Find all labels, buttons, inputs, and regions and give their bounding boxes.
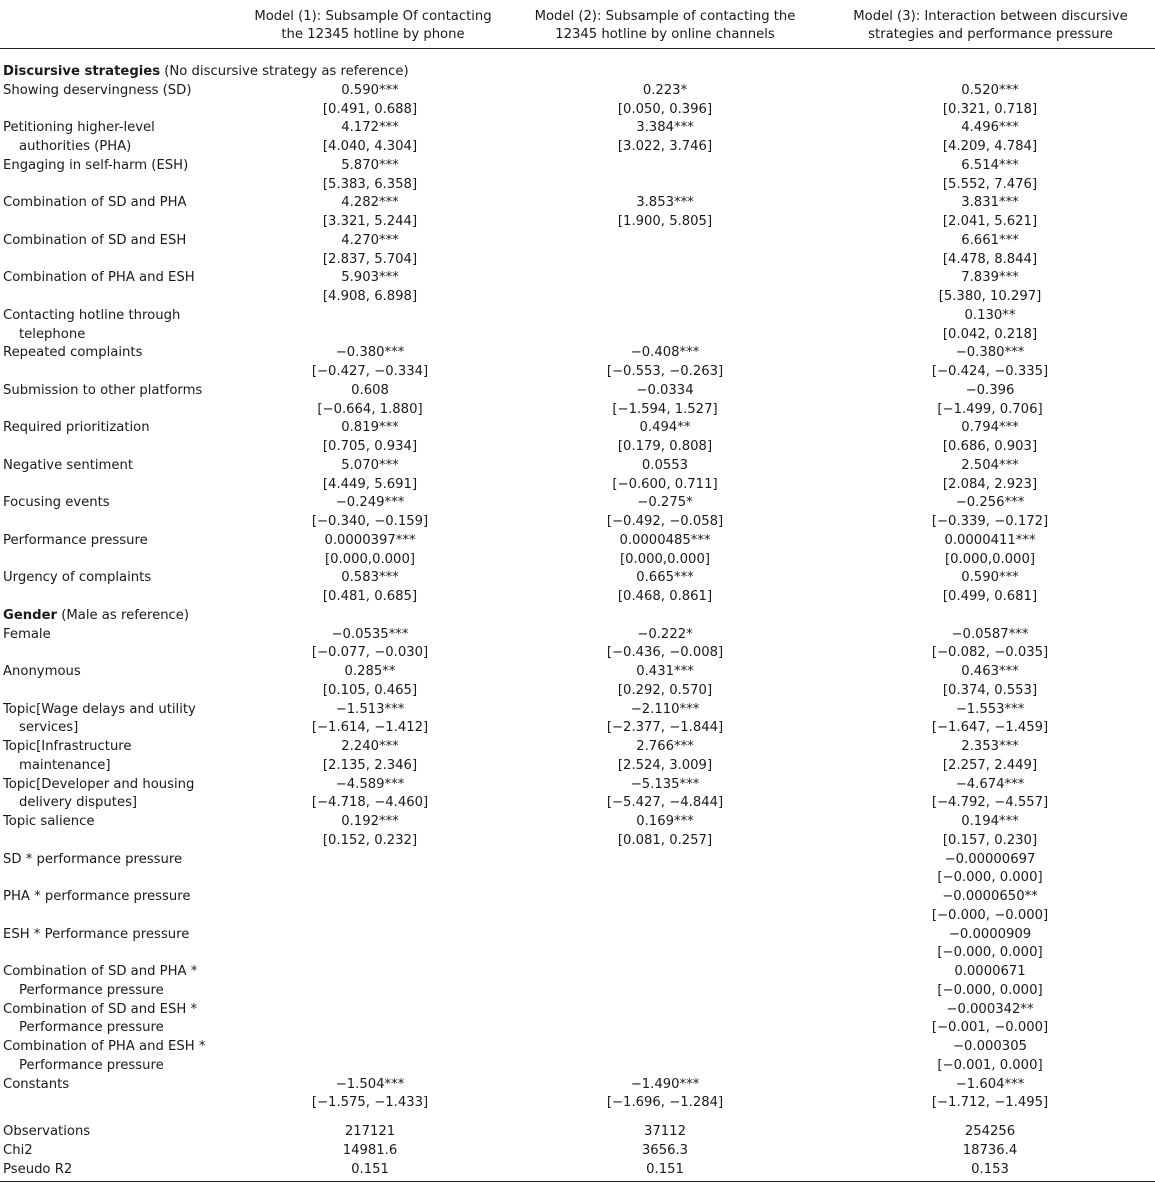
- coef-cell: 0.590***: [341, 82, 399, 98]
- ci-cell: [−0.339, −0.172]: [931, 514, 1049, 529]
- coef-cell: −1.513***: [335, 701, 405, 717]
- ci-cell: [−1.594, 1.527]: [612, 401, 718, 417]
- coef-row: [0, 1001, 1155, 1020]
- ci-cell: [5.552, 7.476]: [942, 176, 1038, 192]
- coef-row: [0, 119, 1155, 138]
- section-heading-bold: Discursive strategies: [3, 64, 161, 79]
- ci-row: [0, 982, 1155, 1001]
- coef-cell: 0.192***: [341, 814, 399, 829]
- table-body: [0, 49, 1155, 1113]
- ci-row: [0, 719, 1155, 738]
- variable-label: [3, 626, 51, 645]
- variable-label-continued: [3, 326, 85, 345]
- ci-cell: [0.499, 0.681]: [942, 589, 1038, 604]
- variable-label: [3, 888, 190, 907]
- variable-label-line: Negative sentiment: [3, 457, 134, 473]
- ci-cell: [4.478, 8.844]: [942, 251, 1038, 267]
- coef-row: [0, 851, 1155, 870]
- ci-cell: [0.157, 0.230]: [942, 832, 1038, 848]
- coef-cell: 0.0553: [641, 457, 689, 473]
- stat-value: 18736.4: [962, 1142, 1018, 1158]
- ci-row: [0, 757, 1155, 776]
- coef-row: [0, 626, 1155, 645]
- coef-row: [0, 269, 1155, 288]
- ci-cell: [0.491, 0.688]: [322, 101, 418, 117]
- ci-cell: [−0.340, −0.159]: [311, 514, 429, 529]
- ci-cell: [−0.553, −0.263]: [606, 364, 724, 379]
- coef-cell: 2.353***: [961, 739, 1019, 754]
- ci-cell: [−5.427, −4.844]: [606, 795, 724, 811]
- variable-label: [3, 926, 189, 945]
- variable-label: [3, 194, 187, 213]
- ci-row: [0, 438, 1155, 457]
- variable-label-line: Focusing events: [3, 495, 110, 511]
- coef-cell: −0.396: [965, 382, 1015, 398]
- variable-label-line: Showing deservingness (SD): [3, 82, 192, 98]
- coef-cell: −0.0000909: [948, 926, 1032, 942]
- ci-row: [0, 1057, 1155, 1076]
- variable-label: [3, 269, 195, 288]
- coef-row: [0, 344, 1155, 363]
- ci-cell: [4.209, 4.784]: [942, 139, 1038, 154]
- variable-label: [3, 119, 155, 138]
- bottom-rule: [0, 1181, 1155, 1182]
- coef-cell: 4.270***: [341, 232, 399, 248]
- variable-label-line: Combination of PHA and ESH *: [3, 1039, 206, 1054]
- coef-row: [0, 776, 1155, 795]
- coef-cell: −0.408***: [630, 345, 700, 361]
- coef-cell: 0.223*: [642, 82, 688, 98]
- ci-cell: [0.152, 0.232]: [322, 832, 418, 848]
- coef-cell: −1.490***: [630, 1076, 700, 1092]
- stat-row: [0, 1123, 1155, 1142]
- variable-label: [3, 663, 81, 682]
- ci-row: [0, 176, 1155, 195]
- stat-value: 0.151: [351, 1161, 389, 1177]
- stat-label: Pseudo R2: [3, 1161, 73, 1177]
- variable-label: [3, 532, 148, 551]
- ci-cell: [0.000,0.000]: [325, 551, 415, 567]
- ci-cell: [4.449, 5.691]: [322, 476, 418, 492]
- ci-cell: [−1.499, 0.706]: [937, 401, 1043, 417]
- ci-cell: [−1.712, −1.495]: [931, 1095, 1049, 1111]
- ci-cell: [0.468, 0.861]: [617, 589, 713, 604]
- ci-cell: [−0.000, 0.000]: [937, 945, 1043, 961]
- coef-row: [0, 194, 1155, 213]
- variable-label-continued: [3, 1057, 164, 1076]
- coef-cell: 0.494**: [639, 420, 691, 436]
- coef-cell: 0.169***: [636, 814, 694, 829]
- coef-row: [0, 663, 1155, 682]
- stat-value: 14981.6: [342, 1142, 398, 1158]
- variable-label-line: services]: [19, 720, 79, 736]
- ci-cell: [2.041, 5.621]: [942, 214, 1038, 229]
- variable-label-line: telephone: [19, 326, 86, 342]
- coef-cell: 4.282***: [341, 195, 399, 211]
- table-header: [0, 0, 1155, 49]
- coef-row: [0, 232, 1155, 251]
- variable-label: [3, 419, 150, 438]
- coef-cell: 4.496***: [961, 120, 1019, 136]
- header-model-1: [248, 8, 498, 44]
- coef-cell: −2.110***: [630, 701, 700, 717]
- variable-label: [3, 963, 197, 982]
- ci-row: [0, 251, 1155, 270]
- header-model-2-line-2: 12345 hotline by online channels: [555, 27, 775, 42]
- coef-row: [0, 532, 1155, 551]
- coef-cell: −0.0587***: [951, 626, 1029, 642]
- coef-cell: 7.839***: [961, 270, 1019, 286]
- ci-cell: [−0.000, 0.000]: [937, 870, 1043, 886]
- stat-value: 217121: [344, 1124, 396, 1139]
- ci-cell: [−0.001, 0.000]: [937, 1057, 1043, 1073]
- ci-cell: [5.383, 6.358]: [322, 176, 418, 192]
- coef-cell: 6.514***: [961, 157, 1019, 173]
- ci-row: [0, 644, 1155, 663]
- variable-label: [3, 457, 133, 476]
- variable-label: [3, 307, 180, 326]
- coef-cell: −0.0000650**: [942, 889, 1038, 904]
- coef-cell: 0.463***: [961, 664, 1019, 679]
- coef-cell: −1.604***: [955, 1076, 1025, 1092]
- variable-label-line: Performance pressure: [19, 982, 164, 998]
- coef-cell: 0.285**: [344, 664, 396, 679]
- variable-label-line: Combination of SD and PHA *: [3, 964, 198, 979]
- coef-cell: −0.249***: [335, 495, 405, 511]
- coef-cell: 0.130**: [964, 307, 1016, 323]
- variable-label-line: SD * performance pressure: [3, 851, 183, 867]
- coef-cell: 0.0000411***: [944, 532, 1036, 548]
- ci-cell: [1.900, 5.805]: [617, 214, 713, 229]
- variable-label-continued: [3, 757, 111, 776]
- variable-label-line: PHA * performance pressure: [3, 889, 191, 904]
- ci-row: [0, 551, 1155, 570]
- ci-cell: [−1.614, −1.412]: [311, 720, 429, 736]
- ci-cell: [2.837, 5.704]: [322, 251, 418, 267]
- ci-row: [0, 476, 1155, 495]
- ci-row: [0, 832, 1155, 851]
- ci-row: [0, 101, 1155, 120]
- coef-cell: −1.504***: [335, 1076, 405, 1092]
- coef-row: [0, 419, 1155, 438]
- variable-label: [3, 813, 94, 832]
- variable-label-line: Engaging in self-harm (ESH): [3, 157, 189, 173]
- coef-cell: 5.903***: [341, 270, 399, 286]
- ci-row: [0, 907, 1155, 926]
- variable-label-continued: [3, 1019, 164, 1038]
- ci-row: [0, 794, 1155, 813]
- coef-cell: 3.853***: [636, 195, 694, 211]
- variable-label: [3, 851, 182, 870]
- variable-label-line: Combination of SD and ESH *: [3, 1001, 198, 1017]
- stat-label: Chi2: [3, 1142, 33, 1158]
- coef-cell: 0.431***: [636, 664, 694, 679]
- ci-row: [0, 1019, 1155, 1038]
- variable-label-continued: [3, 719, 78, 738]
- coef-row: [0, 569, 1155, 588]
- ci-row: [0, 1094, 1155, 1113]
- variable-label-line: Topic[Wage delays and utility: [3, 701, 196, 717]
- ci-cell: [0.105, 0.465]: [322, 682, 418, 698]
- coef-row: [0, 738, 1155, 757]
- section-heading-note: (No discursive strategy as reference): [160, 64, 409, 79]
- ci-cell: [5.380, 10.297]: [938, 289, 1042, 304]
- header-model-1-line-1: Model (1): Subsample Of contacting: [254, 9, 492, 24]
- coef-row: [0, 1038, 1155, 1057]
- variable-label: [3, 701, 196, 720]
- header-model-3-line-1: Model (3): Interaction between discursive: [853, 9, 1128, 24]
- stat-row: [0, 1142, 1155, 1161]
- variable-label-line: Repeated complaints: [3, 345, 143, 361]
- variable-label-line: Combination of SD and PHA: [3, 195, 187, 211]
- variable-label: [3, 232, 186, 251]
- header-model-3-line-2: strategies and performance pressure: [868, 27, 1113, 42]
- variable-label-line: Petitioning higher-level: [3, 120, 155, 136]
- coef-row: [0, 888, 1155, 907]
- ci-row: [0, 588, 1155, 607]
- coef-cell: −1.553***: [955, 701, 1025, 717]
- coef-cell: 5.070***: [341, 457, 399, 473]
- variable-label-line: Contacting hotline through: [3, 307, 181, 323]
- variable-label-line: Topic[Infrastructure: [3, 739, 132, 754]
- section-heading: [3, 607, 189, 626]
- variable-label-line: authorities (PHA): [19, 139, 132, 154]
- variable-label: [3, 1076, 69, 1095]
- section-heading: [3, 63, 409, 82]
- variable-label-line: Female: [3, 626, 51, 642]
- variable-label-line: Topic salience: [3, 814, 95, 829]
- ci-cell: [−0.600, 0.711]: [612, 476, 718, 492]
- ci-cell: [−0.000, 0.000]: [937, 982, 1043, 998]
- ci-cell: [0.000,0.000]: [945, 551, 1035, 567]
- variable-label: [3, 738, 132, 757]
- coef-cell: 0.794***: [961, 420, 1019, 436]
- coef-cell: −0.222*: [637, 626, 693, 642]
- ci-cell: [−0.424, −0.335]: [931, 364, 1049, 379]
- variable-label-line: Constants: [3, 1076, 70, 1092]
- ci-cell: [−4.718, −4.460]: [311, 795, 429, 811]
- coef-cell: 2.240***: [341, 739, 399, 754]
- ci-cell: [0.374, 0.553]: [942, 682, 1038, 698]
- ci-row: [0, 944, 1155, 963]
- ci-row: [0, 326, 1155, 345]
- variable-label-continued: [3, 138, 131, 157]
- variable-label-line: Anonymous: [3, 664, 81, 679]
- coef-cell: 0.194***: [961, 814, 1019, 829]
- variable-label: [3, 382, 202, 401]
- coef-cell: 2.766***: [636, 739, 694, 754]
- variable-label: [3, 82, 191, 101]
- variable-label: [3, 157, 188, 176]
- coef-cell: −0.0535***: [331, 626, 409, 642]
- ci-cell: [−0.077, −0.030]: [311, 645, 429, 661]
- section-heading-bold: Gender: [3, 607, 58, 623]
- ci-cell: [0.000,0.000]: [620, 551, 710, 567]
- coef-cell: 0.590***: [961, 570, 1019, 586]
- ci-cell: [0.292, 0.570]: [617, 682, 713, 698]
- coef-row: [0, 494, 1155, 513]
- ci-cell: [−4.792, −4.557]: [931, 795, 1049, 811]
- coef-cell: −0.380***: [955, 345, 1025, 361]
- header-model-2-line-1: Model (2): Subsample of contacting the: [534, 9, 796, 24]
- ci-cell: [−0.664, 1.880]: [317, 401, 423, 417]
- variable-label: [3, 494, 110, 513]
- ci-cell: [0.686, 0.903]: [942, 439, 1038, 454]
- variable-label-line: maintenance]: [19, 757, 111, 773]
- coef-cell: 3.384***: [636, 120, 694, 136]
- coef-cell: −0.275*: [637, 495, 693, 511]
- variable-label-line: ESH * Performance pressure: [3, 926, 190, 942]
- stat-value: 37112: [644, 1124, 686, 1139]
- coef-cell: 0.0000485***: [619, 532, 711, 548]
- variable-label-line: Urgency of complaints: [3, 570, 152, 586]
- coef-row: [0, 457, 1155, 476]
- variable-label-line: Topic[Developer and housing: [3, 776, 195, 792]
- coef-cell: 5.870***: [341, 157, 399, 173]
- variable-label-continued: [3, 982, 164, 1001]
- coef-cell: 0.520***: [961, 82, 1019, 98]
- coef-row: [0, 1076, 1155, 1095]
- coef-row: [0, 382, 1155, 401]
- ci-cell: [4.908, 6.898]: [322, 289, 418, 304]
- ci-cell: [4.040, 4.304]: [322, 139, 418, 154]
- coef-cell: −0.256***: [955, 495, 1025, 511]
- variable-label-line: delivery disputes]: [19, 795, 138, 811]
- header-model-1-line-2: the 12345 hotline by phone: [281, 27, 465, 42]
- coef-row: [0, 701, 1155, 720]
- ci-cell: [2.257, 2.449]: [942, 757, 1038, 773]
- stat-value: 3656.3: [641, 1142, 689, 1158]
- ci-cell: [−0.001, −0.000]: [931, 1020, 1049, 1036]
- variable-label-line: Required prioritization: [3, 420, 150, 436]
- coef-row: [0, 963, 1155, 982]
- coef-cell: −0.00000697: [944, 851, 1036, 867]
- coef-cell: −4.589***: [335, 776, 405, 792]
- variable-label-line: Combination of SD and ESH: [3, 232, 187, 248]
- coef-cell: 0.608: [351, 382, 389, 398]
- coef-row: [0, 307, 1155, 326]
- stat-value: 254256: [964, 1124, 1016, 1139]
- variable-label: [3, 1001, 197, 1020]
- ci-cell: [0.179, 0.808]: [617, 439, 713, 454]
- coef-cell: 3.831***: [961, 195, 1019, 211]
- ci-row: [0, 682, 1155, 701]
- ci-cell: [0.042, 0.218]: [942, 326, 1038, 342]
- ci-cell: [−1.647, −1.459]: [931, 720, 1049, 736]
- variable-label: [3, 344, 142, 363]
- ci-cell: [−0.427, −0.334]: [311, 364, 429, 379]
- header-model-3: [838, 8, 1143, 44]
- variable-label-line: Combination of PHA and ESH: [3, 270, 195, 286]
- coef-row: [0, 82, 1155, 101]
- ci-row: [0, 513, 1155, 532]
- section-heading-row: [0, 607, 1155, 626]
- coef-cell: −0.0334: [636, 382, 694, 398]
- table-stats: [0, 1123, 1155, 1179]
- coef-cell: 2.504***: [961, 457, 1019, 473]
- ci-cell: [0.705, 0.934]: [322, 439, 418, 454]
- coef-row: [0, 157, 1155, 176]
- stat-label: Observations: [3, 1124, 91, 1139]
- stat-value: 0.151: [646, 1161, 684, 1177]
- ci-cell: [0.081, 0.257]: [617, 832, 713, 848]
- variable-label-line: Performance pressure: [19, 1057, 164, 1073]
- ci-cell: [−0.492, −0.058]: [606, 514, 724, 529]
- coef-row: [0, 813, 1155, 832]
- ci-row: [0, 288, 1155, 307]
- variable-label-line: Performance pressure: [19, 1020, 164, 1036]
- coef-cell: 6.661***: [961, 232, 1019, 248]
- variable-label: [3, 1038, 205, 1057]
- stat-value: 0.153: [971, 1161, 1009, 1177]
- ci-cell: [0.321, 0.718]: [942, 101, 1038, 117]
- coef-cell: 0.0000397***: [324, 532, 416, 548]
- ci-cell: [−0.082, −0.035]: [931, 645, 1049, 661]
- coef-cell: 0.583***: [341, 570, 399, 586]
- coef-cell: −0.000342**: [946, 1001, 1034, 1017]
- header-model-2: [520, 8, 810, 44]
- coef-cell: −0.380***: [335, 345, 405, 361]
- coef-cell: 0.0000671: [954, 964, 1026, 979]
- coef-cell: 0.665***: [636, 570, 694, 586]
- coef-cell: −0.000305: [953, 1039, 1027, 1054]
- coef-cell: 4.172***: [341, 120, 399, 136]
- ci-cell: [−0.436, −0.008]: [606, 645, 724, 661]
- coef-cell: −4.674***: [955, 776, 1025, 792]
- ci-row: [0, 363, 1155, 382]
- ci-row: [0, 401, 1155, 420]
- ci-cell: [−1.575, −1.433]: [311, 1095, 429, 1111]
- ci-cell: [0.050, 0.396]: [617, 101, 713, 117]
- ci-cell: [2.084, 2.923]: [942, 476, 1038, 492]
- ci-cell: [2.524, 3.009]: [617, 757, 713, 773]
- stat-row: [0, 1161, 1155, 1180]
- section-heading-row: [0, 63, 1155, 82]
- coef-row: [0, 926, 1155, 945]
- ci-row: [0, 138, 1155, 157]
- variable-label: [3, 569, 151, 588]
- variable-label-line: Performance pressure: [3, 532, 148, 548]
- ci-cell: [0.481, 0.685]: [322, 589, 418, 604]
- ci-cell: [3.022, 3.746]: [617, 139, 713, 154]
- ci-cell: [2.135, 2.346]: [322, 757, 418, 773]
- ci-cell: [3.321, 5.244]: [322, 214, 418, 229]
- ci-row: [0, 213, 1155, 232]
- variable-label: [3, 776, 194, 795]
- ci-cell: [−0.000, −0.000]: [931, 907, 1049, 923]
- ci-cell: [−1.696, −1.284]: [606, 1095, 724, 1111]
- variable-label-line: Submission to other platforms: [3, 382, 203, 398]
- section-heading-note: (Male as reference): [57, 607, 190, 623]
- ci-cell: [−2.377, −1.844]: [606, 720, 724, 736]
- ci-row: [0, 869, 1155, 888]
- coef-cell: −5.135***: [630, 776, 700, 792]
- coef-cell: 0.819***: [341, 420, 399, 436]
- variable-label-continued: [3, 794, 137, 813]
